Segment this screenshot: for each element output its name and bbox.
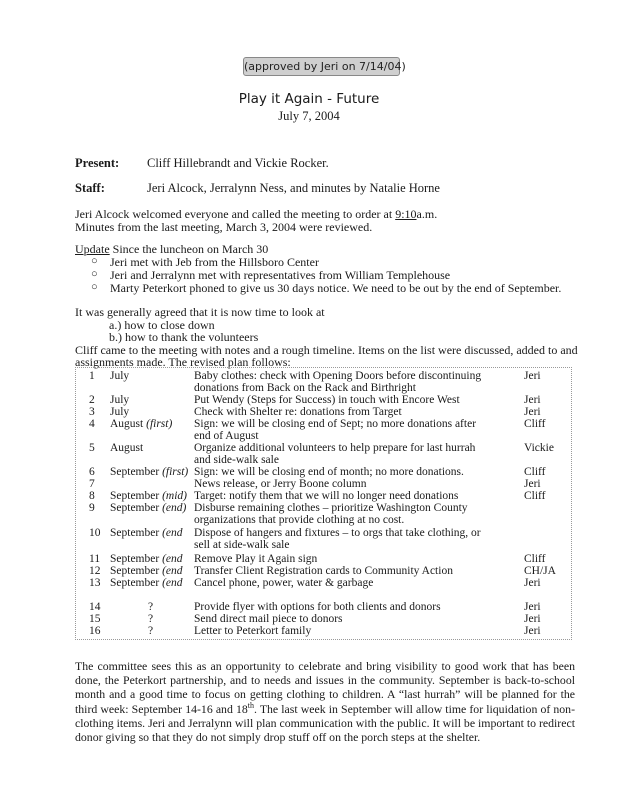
row-when: August (first) <box>110 418 173 430</box>
row-who: Jeri <box>524 406 541 418</box>
row-who: Cliff <box>524 553 546 565</box>
row-when: September (end <box>110 565 183 577</box>
bullet-circle-icon: ○ <box>91 281 98 293</box>
row-number: 11 <box>89 553 101 565</box>
row-task: Sign: we will be closing end of Sept; no more donations after end of August <box>194 418 477 442</box>
row-when: August <box>110 442 144 454</box>
agreed-item: b.) how to thank the volunteers <box>109 330 259 344</box>
row-who: Jeri <box>524 370 541 382</box>
row-task: Baby clothes: check with Opening Doors before discontinuing donations from Back on the Rack and Birthright <box>194 370 482 394</box>
row-who: Jeri <box>524 625 541 637</box>
update-label: Update <box>75 242 110 256</box>
present-label: Present: <box>75 156 120 170</box>
row-when: ? <box>148 625 154 637</box>
row-number: 10 <box>89 527 101 539</box>
row-task: Transfer Client Registration cards to Community Action <box>194 565 453 577</box>
row-number: 6 <box>89 466 95 478</box>
staff-label: Staff: <box>75 181 105 195</box>
row-who: Cliff <box>524 490 546 502</box>
row-when: July <box>110 394 130 406</box>
row-task: News release, or Jerry Boone column <box>194 478 367 490</box>
row-number: 5 <box>89 442 95 454</box>
row-when: ? <box>148 601 154 613</box>
present-value: Cliff Hillebrandt and Vickie Rocker. <box>147 156 329 170</box>
row-who: Cliff <box>524 466 546 478</box>
row-number: 12 <box>89 565 101 577</box>
plan-table <box>75 367 572 640</box>
row-who: Cliff <box>524 418 546 430</box>
row-task: Sign: we will be closing end of month; no more donations. <box>194 466 464 478</box>
row-number: 13 <box>89 577 101 589</box>
bullet-circle-icon: ○ <box>91 255 98 267</box>
intro-line-1: Jeri Alcock welcomed everyone and called the meeting to order at 9:10a.m. <box>75 207 438 221</box>
agreed-intro: It was generally agreed that it is now time to look at <box>75 305 325 319</box>
row-task: Dispose of hangers and fixtures – to orgs that take clothing, or sell at side-walk sale <box>194 527 481 551</box>
row-who: Jeri <box>524 601 541 613</box>
row-number: 1 <box>89 370 95 382</box>
row-when: July <box>110 370 130 382</box>
row-task: Remove Play it Again sign <box>194 553 318 565</box>
intro-line-2: Minutes from the last meeting, March 3, 2004 were reviewed. <box>75 220 373 234</box>
row-task: Put Wendy (Steps for Success) in touch with Encore West <box>194 394 460 406</box>
row-who: Jeri <box>524 577 541 589</box>
update-item: Marty Peterkort phoned to give us 30 days notice. We need to be out by the end of September. <box>110 281 562 295</box>
row-task: Letter to Peterkort family <box>194 625 312 637</box>
row-when: September (end <box>110 577 183 589</box>
row-number: 3 <box>89 406 95 418</box>
closing-paragraph: The committee sees this as an opportunity to celebrate and bring visibility to good work that has been done, the Peterkort partnership, and to needs and issues in the community. September is back-to-school month and a good time to focus on getting clothing to children. A “last hurrah” will be planned for the third week: September 14-16 and 18th. The last week in September will allow time for liquidation of non-clothing items. Jeri and Jerralynn will plan communication with the public. It will be important to redirect donor giving so that they do not simply drop stuff off on the porch steps at the shelter. <box>75 659 575 745</box>
row-task: Provide flyer with options for both clients and donors <box>194 601 441 613</box>
update-item: Jeri met with Jeb from the Hillsboro Center <box>110 255 319 269</box>
row-when: September (mid) <box>110 490 187 502</box>
row-when: September (end <box>110 553 183 565</box>
row-task: Organize additional volunteers to help prepare for last hurrah and side-walk sale <box>194 442 476 466</box>
plan-intro-line-2: assignments made. The revised plan follows: <box>75 355 291 369</box>
row-who: Jeri <box>524 613 541 625</box>
row-who: Jeri <box>524 394 541 406</box>
plan-intro-line-1: Cliff came to the meeting with notes and a rough timeline. Items on the list were discussed, added to and <box>75 343 578 357</box>
row-number: 7 <box>89 478 95 490</box>
staff-value: Jeri Alcock, Jerralynn Ness, and minutes by Natalie Horne <box>147 181 440 195</box>
row-number: 14 <box>89 601 101 613</box>
bullet-circle-icon: ○ <box>91 268 98 280</box>
agreed-item: a.) how to close down <box>109 318 215 332</box>
row-number: 2 <box>89 394 95 406</box>
row-who: Jeri <box>524 478 541 490</box>
row-number: 9 <box>89 502 95 514</box>
row-task: Send direct mail piece to donors <box>194 613 343 625</box>
row-number: 4 <box>89 418 95 430</box>
row-when: September (end) <box>110 502 187 514</box>
row-when: July <box>110 406 130 418</box>
approval-stamp: (approved by Jeri on 7/14/04) <box>243 57 400 76</box>
row-number: 8 <box>89 490 95 502</box>
row-number: 16 <box>89 625 101 637</box>
row-who: CH/JA <box>524 565 556 577</box>
update-heading: Update Since the luncheon on March 30 <box>75 242 269 256</box>
row-task: Target: notify them that we will no longer need donations <box>194 490 459 502</box>
row-task: Cancel phone, power, water & garbage <box>194 577 374 589</box>
row-task: Disburse remaining clothes – prioritize Washington County organizations that provide clothing at no cost. <box>194 502 468 526</box>
document-title: Play it Again - Future <box>238 91 380 107</box>
row-when: September (end <box>110 527 183 539</box>
row-when: September (first) <box>110 466 189 478</box>
update-item: Jeri and Jerralynn met with representatives from William Templehouse <box>110 268 451 282</box>
meeting-date: July 7, 2004 <box>278 109 340 123</box>
row-number: 15 <box>89 613 101 625</box>
row-when: ? <box>148 613 154 625</box>
row-who: Vickie <box>524 442 554 454</box>
row-task: Check with Shelter re: donations from Target <box>194 406 402 418</box>
